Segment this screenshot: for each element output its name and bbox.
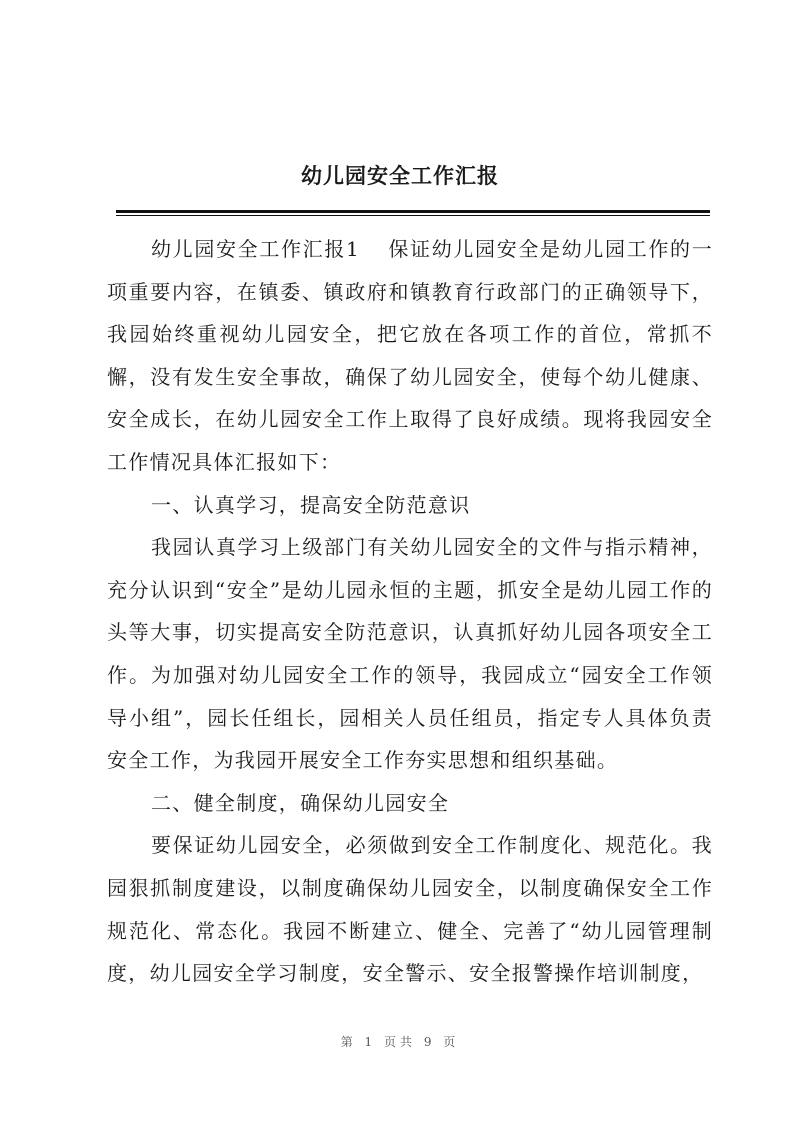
section2-paragraph: 要保证幼儿园安全，必须做到安全工作制度化、规范化。我园狠抓制度建设，以制度确保幼儿园安全，以制度确保安全工作规范化、常态化。我园不断建立、健全、完善了“幼儿园管理制度，幼儿园安全学习制度，安全警示、安全报警操作培训制度，: [107, 833, 713, 986]
intro-text: 保证幼儿园安全是幼儿园工作的一项重要内容，在镇委、镇政府和镇教育行政部门的正确领导下，我园始终重视幼儿园安全，把它放在各项工作的首位，常抓不懈，没有发生安全事故，确保了幼儿园安全，使每个幼儿健康、安全成长，在幼儿园安全工作上取得了良好成绩。现将我园安全工作情况具体汇报如下：: [107, 237, 713, 474]
section2-heading: 二、健全制度，确保幼儿园安全: [151, 790, 450, 815]
intro-heading: 幼儿园安全工作汇报1: [151, 237, 361, 261]
section1-paragraph: 我园认真学习上级部门有关幼儿园安全的文件与指示精神，充分认识到“安全”是幼儿园永恒的主题，抓安全是幼儿园工作的头等大事，切实提高安全防范意识，认真抓好幼儿园各项安全工作。为加强对幼儿园安全工作的领导，我园成立“园安全工作领导小组”，园长任组长，园相关人员任组员，指定专人具体负责安全工作，为我园开展安全工作夯实思想和组织基础。: [107, 535, 713, 773]
section1-heading: 一、认真学习，提高安全防范意识: [151, 492, 471, 517]
document-title: 幼儿园安全工作汇报: [301, 163, 499, 188]
title-rule-thin: [116, 215, 710, 216]
page-number-footer: 第 1 页共 9 页: [340, 1035, 460, 1049]
title-rule-thick: [116, 210, 710, 213]
intro-paragraph: [107, 228, 713, 484]
document-body: [107, 228, 713, 995]
